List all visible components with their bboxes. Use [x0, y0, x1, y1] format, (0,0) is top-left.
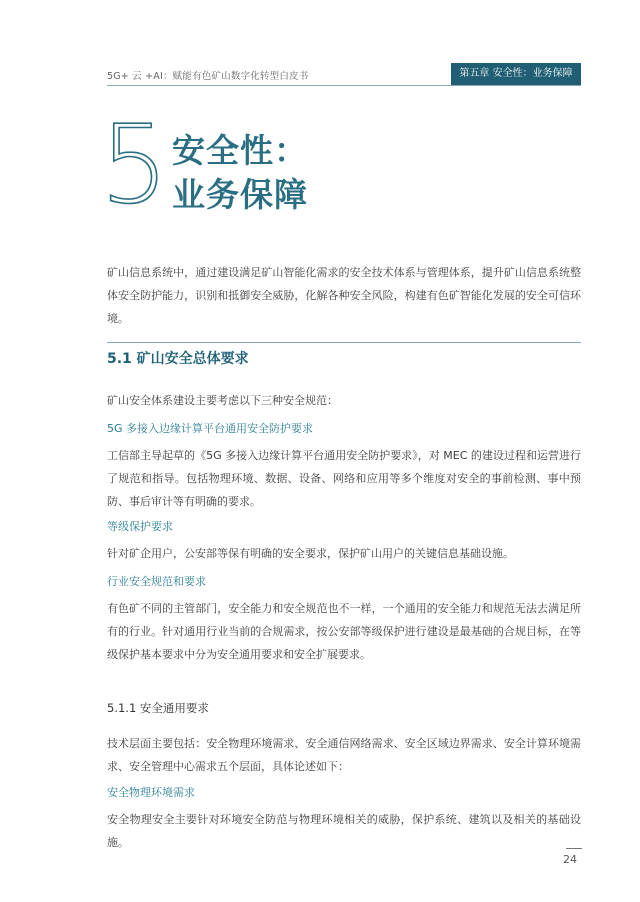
section-divider: [107, 342, 581, 343]
chapter-number: 5: [100, 103, 169, 228]
intro-paragraph: 矿山信息系统中，通过建设满足矿山智能化需求的安全技术体系与管理体系，提升矿山信息系统整体安全防护能力，识别和抵御安全威胁，化解各种安全风险，构建有色矿智能化发展的安全可信环境。: [107, 266, 581, 325]
paragraph-physical-environment: 安全物理安全主要针对环境安全防范与物理环境相关的威胁，保护系统、建筑以及相关的基础设施。: [107, 813, 581, 849]
page-number: 24: [563, 853, 577, 866]
section-lead: 矿山安全体系建设主要考虑以下三种安全规范：: [107, 394, 338, 407]
chapter-title: [172, 129, 308, 217]
subheading-industry: 行业安全规范和要求: [107, 575, 206, 588]
paragraph-industry: 有色矿不同的主管部门，安全能力和安全规范也不一样，一个通用的安全能力和规范无法去满足所有的行业。针对通用行业当前的合规需求，按公安部等级保护进行建设是最基础的合规目标，在等级保护基本要求中分为安全通用要求和安全扩展要求。: [107, 602, 581, 661]
chapter-title-line2: 业务保障: [172, 175, 308, 214]
section-title: 5.1 矿山安全总体要求: [107, 351, 249, 367]
paragraph-level-protection: 针对矿企用户，公安部等保有明确的安全要求，保护矿山用户的关键信息基础设施。: [107, 547, 514, 560]
chapter-title-line1: 安全性：: [172, 131, 308, 170]
subheading-physical-environment: 安全物理环境需求: [107, 786, 195, 799]
page-number-rule: [566, 848, 582, 849]
paragraph-mec: 工信部主导起草的《5G 多接入边缘计算平台通用安全防护要求》，对 MEC 的建设过程和运营进行了规范和指导。包括物理环境、数据、设备、网络和应用等多个维度对安全的事前检测、事中预防、事后审计等有明确的要求。: [107, 449, 581, 508]
subheading-mec: 5G 多接入边缘计算平台通用安全防护要求: [107, 422, 314, 435]
chapter-tab: 第五章 安全性：业务保障: [451, 63, 581, 85]
document-title: 5G+ 云 +AI：赋能有色矿山数字化转型白皮书: [107, 71, 309, 82]
subsection-title: 5.1.1 安全通用要求: [107, 701, 209, 715]
header-divider: [107, 85, 581, 86]
paragraph-general-requirements: 技术层面主要包括：安全物理环境需求、安全通信网络需求、安全区域边界需求、安全计算环境需求、安全管理中心需求五个层面，具体论述如下：: [107, 737, 581, 773]
subheading-level-protection: 等级保护要求: [107, 520, 173, 533]
